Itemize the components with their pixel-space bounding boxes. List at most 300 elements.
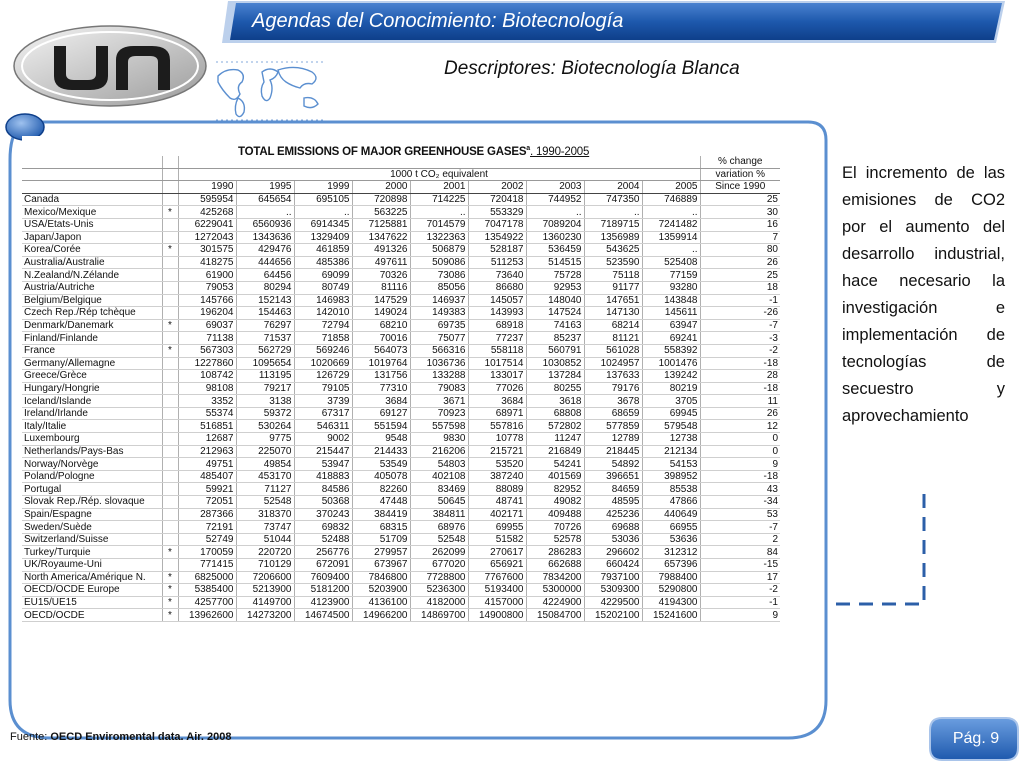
emission-value: 677020 — [410, 559, 468, 572]
emission-value: 4157000 — [468, 596, 526, 609]
note-marker — [162, 193, 178, 206]
country-name: EU15/UE15 — [22, 596, 162, 609]
emission-value: 81121 — [584, 332, 642, 345]
emission-value: 7767600 — [468, 571, 526, 584]
table-row — [22, 508, 780, 521]
emission-value: 5193400 — [468, 584, 526, 597]
emission-value: 149383 — [410, 307, 468, 320]
emission-value: 76297 — [236, 319, 294, 332]
emission-value: 1030852 — [526, 357, 584, 370]
emission-value: 5300000 — [526, 584, 584, 597]
emission-value: 7241482 — [642, 218, 700, 231]
table-row — [22, 206, 780, 219]
emission-value: 12738 — [642, 433, 700, 446]
emission-value: 54803 — [410, 458, 468, 471]
note-marker — [162, 307, 178, 320]
emission-value: 85056 — [410, 281, 468, 294]
table-row — [22, 496, 780, 509]
change-header-1: % change — [700, 156, 780, 168]
note-marker — [162, 533, 178, 546]
emission-value: 50645 — [410, 496, 468, 509]
country-name: Norway/Norvège — [22, 458, 162, 471]
country-name: Turkey/Turquie — [22, 546, 162, 559]
table-row — [22, 256, 780, 269]
emission-value: 1020669 — [294, 357, 352, 370]
emission-value: 14869700 — [410, 609, 468, 622]
emission-value: 3678 — [584, 395, 642, 408]
emission-value: 12789 — [584, 433, 642, 446]
emission-value: 51582 — [468, 533, 526, 546]
table-row — [22, 420, 780, 433]
emission-value: 530264 — [236, 420, 294, 433]
percent-change: -18 — [700, 382, 780, 395]
emission-value: 84586 — [294, 483, 352, 496]
emission-value: 68214 — [584, 319, 642, 332]
emission-value: 7047178 — [468, 218, 526, 231]
emission-value: 7834200 — [526, 571, 584, 584]
note-marker — [162, 218, 178, 231]
emission-value: 215721 — [468, 445, 526, 458]
emission-value: 13962600 — [178, 609, 236, 622]
country-name: Mexico/Mexique — [22, 206, 162, 219]
emission-value: 220720 — [236, 546, 294, 559]
emission-value: 79217 — [236, 382, 294, 395]
table-row — [22, 596, 780, 609]
emission-value: 145611 — [642, 307, 700, 320]
emission-value: 67317 — [294, 407, 352, 420]
emission-value: 113195 — [236, 370, 294, 383]
emission-value: 80749 — [294, 281, 352, 294]
country-name: Slovak Rep./Rép. slovaque — [22, 496, 162, 509]
table-title-text: TOTAL EMISSIONS OF MAJOR GREENHOUSE GASES — [238, 145, 527, 158]
emission-value: 54153 — [642, 458, 700, 471]
emission-value: 50368 — [294, 496, 352, 509]
table-row — [22, 357, 780, 370]
percent-change: 28 — [700, 370, 780, 383]
emission-value: 54241 — [526, 458, 584, 471]
emission-value: 55374 — [178, 407, 236, 420]
percent-change: 25 — [700, 193, 780, 206]
emission-value: 771415 — [178, 559, 236, 572]
emission-value: 720898 — [352, 193, 410, 206]
emission-value: 5203900 — [352, 584, 410, 597]
note-marker — [162, 483, 178, 496]
emission-value: 7189715 — [584, 218, 642, 231]
emission-value: 656921 — [468, 559, 526, 572]
emission-value: 154463 — [236, 307, 294, 320]
year-header: 1995 — [236, 181, 294, 194]
year-header: 1999 — [294, 181, 352, 194]
emission-value: 92953 — [526, 281, 584, 294]
emission-value: 145057 — [468, 294, 526, 307]
emission-value: 81116 — [352, 281, 410, 294]
emission-value: 137284 — [526, 370, 584, 383]
emission-value: 225070 — [236, 445, 294, 458]
emission-value: 370243 — [294, 508, 352, 521]
emission-value: 196204 — [178, 307, 236, 320]
emission-value: 53636 — [642, 533, 700, 546]
emission-value: 70726 — [526, 521, 584, 534]
table-row — [22, 332, 780, 345]
change-header-3: Since 1990 — [700, 181, 780, 194]
percent-change: 53 — [700, 508, 780, 521]
emission-value: 73747 — [236, 521, 294, 534]
emission-value: 418275 — [178, 256, 236, 269]
emission-value: 5236300 — [410, 584, 468, 597]
emission-value: 553329 — [468, 206, 526, 219]
emission-value: 149024 — [352, 307, 410, 320]
emission-value: 5213900 — [236, 584, 294, 597]
note-marker: * — [162, 609, 178, 622]
emission-value: 3352 — [178, 395, 236, 408]
emission-value: 215447 — [294, 445, 352, 458]
emission-value: 4149700 — [236, 596, 294, 609]
country-name: Korea/Corée — [22, 244, 162, 257]
emission-value: 72191 — [178, 521, 236, 534]
year-header: 2002 — [468, 181, 526, 194]
emission-value: 557598 — [410, 420, 468, 433]
emission-value: 3618 — [526, 395, 584, 408]
emission-value: 563225 — [352, 206, 410, 219]
emission-value: 15084700 — [526, 609, 584, 622]
emission-value: 497611 — [352, 256, 410, 269]
emission-value: 49854 — [236, 458, 294, 471]
emission-value: 444656 — [236, 256, 294, 269]
dashed-connector — [828, 492, 928, 610]
percent-change: 30 — [700, 206, 780, 219]
emission-value: 560791 — [526, 344, 584, 357]
emission-value: 147130 — [584, 307, 642, 320]
emission-value: 747350 — [584, 193, 642, 206]
emission-value: 49751 — [178, 458, 236, 471]
emission-value: 1017514 — [468, 357, 526, 370]
country-name: Portugal — [22, 483, 162, 496]
emission-value: 69735 — [410, 319, 468, 332]
percent-change: -1 — [700, 294, 780, 307]
emission-value: 146937 — [410, 294, 468, 307]
percent-change: 2 — [700, 533, 780, 546]
emission-value: 63947 — [642, 319, 700, 332]
emission-value: 1227860 — [178, 357, 236, 370]
emission-value: 147529 — [352, 294, 410, 307]
emission-value: 1001476 — [642, 357, 700, 370]
emission-value: 1359914 — [642, 231, 700, 244]
emission-value: 48595 — [584, 496, 642, 509]
country-name: OECD/OCDE — [22, 609, 162, 622]
emission-value: 70326 — [352, 269, 410, 282]
emission-value: 429476 — [236, 244, 294, 257]
percent-change: 26 — [700, 256, 780, 269]
emission-value: 579548 — [642, 420, 700, 433]
emission-value: 218445 — [584, 445, 642, 458]
country-name: USA/Etats-Unis — [22, 218, 162, 231]
table-row — [22, 370, 780, 383]
emission-value: 9830 — [410, 433, 468, 446]
percent-change: 0 — [700, 445, 780, 458]
emission-value: .. — [294, 206, 352, 219]
emission-value: 10778 — [468, 433, 526, 446]
emission-value: 405078 — [352, 470, 410, 483]
emission-value: 523590 — [584, 256, 642, 269]
emission-value: 461859 — [294, 244, 352, 257]
emission-value: 318370 — [236, 508, 294, 521]
note-marker: * — [162, 244, 178, 257]
country-name: France — [22, 344, 162, 357]
emission-value: 398952 — [642, 470, 700, 483]
percent-change: 80 — [700, 244, 780, 257]
emission-value: 66955 — [642, 521, 700, 534]
emission-value: 3705 — [642, 395, 700, 408]
emission-value: 84659 — [584, 483, 642, 496]
emission-value: .. — [642, 206, 700, 219]
country-name: Canada — [22, 193, 162, 206]
country-name: Denmark/Danemark — [22, 319, 162, 332]
emission-value: 71127 — [236, 483, 294, 496]
emission-value: 52488 — [294, 533, 352, 546]
emission-value: 561028 — [584, 344, 642, 357]
country-name: Finland/Finlande — [22, 332, 162, 345]
emission-value: 69688 — [584, 521, 642, 534]
emission-value: 146983 — [294, 294, 352, 307]
emission-value: 79105 — [294, 382, 352, 395]
emission-value: 1019764 — [352, 357, 410, 370]
emission-value: 645654 — [236, 193, 294, 206]
emission-value: 270617 — [468, 546, 526, 559]
emission-value: 52749 — [178, 533, 236, 546]
emission-value: 287366 — [178, 508, 236, 521]
emission-value: 312312 — [642, 546, 700, 559]
emission-value: 80294 — [236, 281, 294, 294]
emission-value: 82952 — [526, 483, 584, 496]
emission-value: 528187 — [468, 244, 526, 257]
emission-value: 61900 — [178, 269, 236, 282]
country-name: Netherlands/Pays-Bas — [22, 445, 162, 458]
emission-value: 3739 — [294, 395, 352, 408]
table-row — [22, 433, 780, 446]
header-row-unit — [22, 168, 780, 181]
emission-value: 77237 — [468, 332, 526, 345]
emission-value: 69037 — [178, 319, 236, 332]
emission-value: 7728800 — [410, 571, 468, 584]
emission-value: 402171 — [468, 508, 526, 521]
year-header: 2005 — [642, 181, 700, 194]
table-row — [22, 382, 780, 395]
country-name: Australia/Australie — [22, 256, 162, 269]
country-name: North America/Amérique N. — [22, 571, 162, 584]
emission-value: 53520 — [468, 458, 526, 471]
emission-value: 77026 — [468, 382, 526, 395]
emission-value: 4123900 — [294, 596, 352, 609]
emission-value: 51044 — [236, 533, 294, 546]
country-name: UK/Royaume-Uni — [22, 559, 162, 572]
country-name: Austria/Autriche — [22, 281, 162, 294]
page-subtitle: Descriptores: Biotecnología Blanca — [444, 58, 740, 79]
emission-value: 440649 — [642, 508, 700, 521]
country-name: Belgium/Belgique — [22, 294, 162, 307]
emission-value: 148040 — [526, 294, 584, 307]
emission-value: 53549 — [352, 458, 410, 471]
table-row — [22, 571, 780, 584]
note-marker — [162, 496, 178, 509]
emission-value: 49082 — [526, 496, 584, 509]
emission-value: 88089 — [468, 483, 526, 496]
country-name: Czech Rep./Rép tchèque — [22, 307, 162, 320]
emission-value: 566316 — [410, 344, 468, 357]
country-name: Italy/Italie — [22, 420, 162, 433]
emission-value: 147524 — [526, 307, 584, 320]
country-name: Germany/Allemagne — [22, 357, 162, 370]
percent-change: -3 — [700, 332, 780, 345]
note-marker — [162, 407, 178, 420]
emission-value: 720418 — [468, 193, 526, 206]
note-marker: * — [162, 596, 178, 609]
table-title-mark: a — [526, 145, 530, 152]
emission-value: 68808 — [526, 407, 584, 420]
emission-value: 68315 — [352, 521, 410, 534]
emission-value: 71858 — [294, 332, 352, 345]
emission-value: 59372 — [236, 407, 294, 420]
emission-value: 543625 — [584, 244, 642, 257]
emission-value: 279957 — [352, 546, 410, 559]
emission-value: 564073 — [352, 344, 410, 357]
emission-value: 72794 — [294, 319, 352, 332]
emission-value: 142010 — [294, 307, 352, 320]
emission-value: 558118 — [468, 344, 526, 357]
note-marker — [162, 508, 178, 521]
emission-value: 79176 — [584, 382, 642, 395]
emission-value: 577859 — [584, 420, 642, 433]
emission-value: 1343636 — [236, 231, 294, 244]
percent-change: 25 — [700, 269, 780, 282]
emission-value: 657396 — [642, 559, 700, 572]
emission-value: 536459 — [526, 244, 584, 257]
emission-value: 91177 — [584, 281, 642, 294]
percent-change: -7 — [700, 319, 780, 332]
emission-value: 6229041 — [178, 218, 236, 231]
percent-change: -2 — [700, 344, 780, 357]
emission-value: 69945 — [642, 407, 700, 420]
emission-value: 14966200 — [352, 609, 410, 622]
emission-value: 746889 — [642, 193, 700, 206]
note-marker — [162, 281, 178, 294]
note-marker: * — [162, 584, 178, 597]
emission-value: 68971 — [468, 407, 526, 420]
note-marker — [162, 294, 178, 307]
emission-value: 108742 — [178, 370, 236, 383]
emission-value: 64456 — [236, 269, 294, 282]
emission-value: 453170 — [236, 470, 294, 483]
emission-value: 69241 — [642, 332, 700, 345]
emission-value: 558392 — [642, 344, 700, 357]
emission-value: 147651 — [584, 294, 642, 307]
emission-value: 77159 — [642, 269, 700, 282]
emission-value: 73086 — [410, 269, 468, 282]
emission-value: 262099 — [410, 546, 468, 559]
emission-value: 54892 — [584, 458, 642, 471]
emission-value: 70923 — [410, 407, 468, 420]
emission-value: .. — [584, 206, 642, 219]
note-marker: * — [162, 344, 178, 357]
emission-value: 51709 — [352, 533, 410, 546]
source-text: OECD Enviromental data. Air. 2008 — [50, 731, 232, 743]
emission-value: 506879 — [410, 244, 468, 257]
note-marker — [162, 521, 178, 534]
emission-value: 47448 — [352, 496, 410, 509]
percent-change: 12 — [700, 420, 780, 433]
header-row-change — [22, 156, 780, 168]
unit-label: 1000 t CO₂ equivalent — [178, 168, 700, 181]
emission-value: 525408 — [642, 256, 700, 269]
emission-value: 48741 — [468, 496, 526, 509]
emission-value: 7988400 — [642, 571, 700, 584]
emission-value: 6825000 — [178, 571, 236, 584]
change-header-2: variation % — [700, 168, 780, 181]
emission-value: 1272043 — [178, 231, 236, 244]
emission-value: 133288 — [410, 370, 468, 383]
year-header: 2001 — [410, 181, 468, 194]
emission-value: 71537 — [236, 332, 294, 345]
table-row — [22, 319, 780, 332]
emission-value: 14900800 — [468, 609, 526, 622]
emission-value: 77310 — [352, 382, 410, 395]
emission-value: 79053 — [178, 281, 236, 294]
country-name: Spain/Espagne — [22, 508, 162, 521]
note-marker — [162, 395, 178, 408]
table-row — [22, 344, 780, 357]
emission-value: 145766 — [178, 294, 236, 307]
emission-value: 425236 — [584, 508, 642, 521]
emission-value: 514515 — [526, 256, 584, 269]
emission-value: 85237 — [526, 332, 584, 345]
table-row — [22, 395, 780, 408]
emission-value: 82260 — [352, 483, 410, 496]
emission-value: .. — [642, 244, 700, 257]
page-number: Pág. 9 — [952, 730, 1000, 747]
percent-change: 18 — [700, 281, 780, 294]
emission-value: 137633 — [584, 370, 642, 383]
emission-value: 384811 — [410, 508, 468, 521]
country-name: OECD/OCDE Europe — [22, 584, 162, 597]
country-name: Switzerland/Suisse — [22, 533, 162, 546]
table-row — [22, 244, 780, 257]
table-row — [22, 584, 780, 597]
year-header: 2000 — [352, 181, 410, 194]
emission-value: 11247 — [526, 433, 584, 446]
table-row — [22, 231, 780, 244]
emission-value: 7125881 — [352, 218, 410, 231]
percent-change: 7 — [700, 231, 780, 244]
emission-value: 5181200 — [294, 584, 352, 597]
percent-change: 9 — [700, 609, 780, 622]
country-name: Luxembourg — [22, 433, 162, 446]
emission-value: 1360230 — [526, 231, 584, 244]
emission-value: 672091 — [294, 559, 352, 572]
note-marker — [162, 559, 178, 572]
country-name: Hungary/Hongrie — [22, 382, 162, 395]
emission-value: 52548 — [236, 496, 294, 509]
table-row — [22, 193, 780, 206]
emission-value: 4182000 — [410, 596, 468, 609]
emission-value: 69099 — [294, 269, 352, 282]
emission-value: 7846800 — [352, 571, 410, 584]
emission-value: 1095654 — [236, 357, 294, 370]
country-name: Greece/Grèce — [22, 370, 162, 383]
emission-value: 59921 — [178, 483, 236, 496]
year-header: 2004 — [584, 181, 642, 194]
emission-value: 15202100 — [584, 609, 642, 622]
emission-value: 85538 — [642, 483, 700, 496]
country-name: Poland/Pologne — [22, 470, 162, 483]
